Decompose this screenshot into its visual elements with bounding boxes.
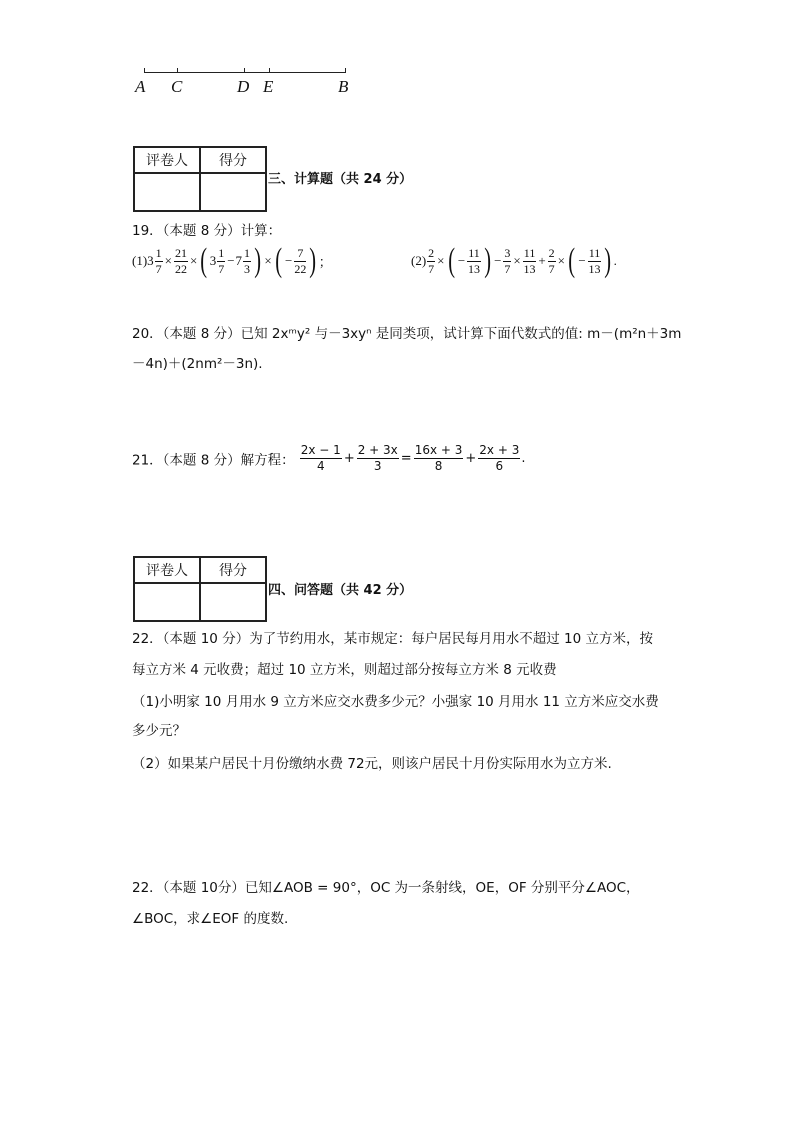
question-19-part2: (2) $\frac{2}{7}$ ×( − $\frac{11}{13}$ ) − $\frac{3}{7}$ × $\frac{11}{13}$ + $\frac{2}{7}$ ×( − $\frac{11}{13}$ ) . bbox=[411, 242, 617, 279]
score-table bbox=[133, 556, 267, 622]
question-22a-line3: （1)小明家 10 月用水 9 立方米应交水费多少元？小强家 10 月用水 11 立方米应交水费 bbox=[132, 694, 659, 710]
section-title: 三、计算题（共 24 分） bbox=[268, 172, 413, 187]
question-22b-line1: 22．（本题 10分）已知∠AOB = 90°，OC 为一条射线，OE，OF 分别平分∠AOC， bbox=[132, 880, 640, 896]
question-20-line2: －4n)＋(2nm²－3n). bbox=[132, 356, 263, 372]
tick-e bbox=[269, 68, 270, 73]
question-21: 21．（本题 8 分）解方程： $\frac{2x - 1}{4}$ + $\frac{2 + 3x}{3}$ = $\frac{16x + 3}{8}$ + $\frac{2x + 3}{6}$ . bbox=[132, 443, 526, 473]
question-22b-line2: ∠BOC，求∠EOF 的度数. bbox=[132, 911, 289, 927]
score-header: 得分 bbox=[200, 147, 266, 173]
score-cell bbox=[200, 173, 266, 211]
tick-c bbox=[177, 68, 178, 73]
grader-cell bbox=[134, 583, 200, 621]
score-table bbox=[133, 146, 267, 212]
grader-header: 评卷人 bbox=[134, 557, 200, 583]
point-label-a: A bbox=[135, 77, 146, 96]
grader-cell bbox=[134, 173, 200, 211]
tick-d bbox=[244, 68, 245, 73]
question-22a-line1: 22．（本题 10 分）为了节约用水，某市规定：每户居民每月用水不超过 10 立方米，按 bbox=[132, 631, 653, 647]
point-label-c: C bbox=[171, 77, 183, 96]
point-label-d: D bbox=[237, 77, 250, 96]
question-19-header: 19．（本题 8 分）计算： bbox=[132, 223, 282, 239]
point-label-e: E bbox=[263, 77, 274, 96]
section-title: 四、问答题（共 42 分） bbox=[268, 583, 413, 598]
score-cell bbox=[200, 583, 266, 621]
question-19-part1: (1)3 $\frac{1}{7}$ × $\frac{21}{22}$ ×( 3 $\frac{1}{7}$ −7 $\frac{1}{3}$ ) ×( − $\frac{7}{22}$ ) ； bbox=[132, 242, 332, 279]
tick-b bbox=[345, 68, 346, 73]
point-label-b: B bbox=[338, 77, 349, 96]
segment-line bbox=[144, 72, 346, 73]
tick-a bbox=[144, 68, 145, 73]
question-22a-line5: （2）如果某户居民十月份缴纳水费 72元，则该户居民十月份实际用水为立方米. bbox=[132, 756, 612, 772]
question-20-line1: 20．（本题 8 分）已知 2xᵐy² 与－3xyⁿ 是同类项，试计算下面代数式的值: m－(m²n＋3m bbox=[132, 326, 682, 342]
question-22a-line2: 每立方米 4 元收费；超过 10 立方米，则超过部分按每立方米 8 元收费 bbox=[132, 662, 557, 678]
grader-header: 评卷人 bbox=[134, 147, 200, 173]
score-header: 得分 bbox=[200, 557, 266, 583]
question-22a-line4: 多少元？ bbox=[132, 723, 186, 739]
